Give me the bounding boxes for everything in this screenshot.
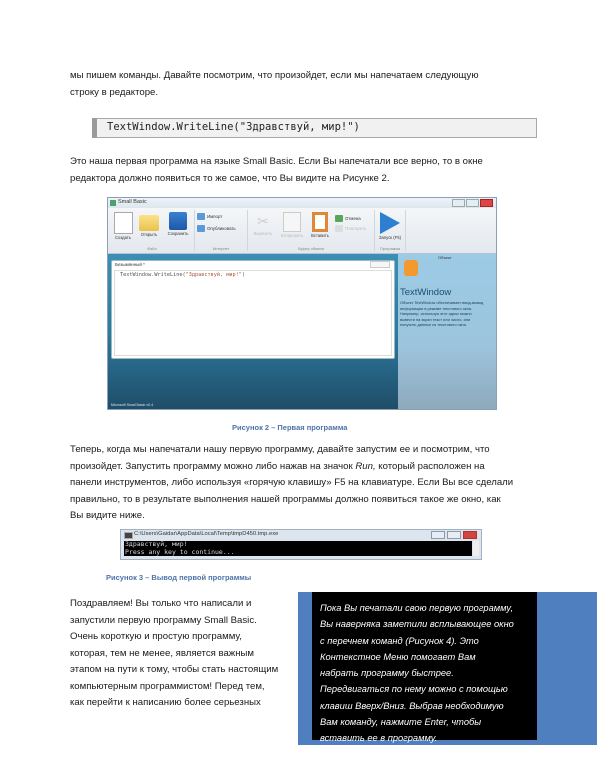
window-controls (452, 199, 493, 207)
help-description: Объект TextWindow обеспечивает ввод-вывод информации в режиме текстового окна. Например, используя этот идекс можно вывести на экран текст или число, или получить данные из текстового окна. (400, 300, 484, 328)
editor-tab-title: Безымянный * (115, 262, 145, 267)
floppy-disk-icon (169, 212, 187, 230)
code-sample-text: TextWindow.WriteLine("Здравствуй, мир!") (107, 121, 360, 133)
ribbon-group-program: Запуск (F5) Программа (375, 210, 406, 251)
text-line: редактора должно появиться то же самое, что Вы видите на Рисунке 2. (70, 172, 390, 184)
help-panel (398, 254, 496, 409)
paragraph-run-program (70, 442, 513, 525)
console-line: Здравствуй, мир! (125, 540, 188, 548)
maximize-icon (466, 199, 479, 207)
new-file-icon (114, 212, 133, 234)
ribbon-toolbar (108, 208, 496, 254)
tip-callout-inner (312, 592, 537, 744)
publish-button: Опубликовать (197, 225, 236, 232)
editor-code-line: TextWindow.WriteLine("Здравствуй, мир!") (120, 272, 245, 278)
copy-button: Копировать (278, 212, 306, 238)
paste-button: Вставить (308, 212, 332, 238)
figure-3-caption: Рисунок 3 – Вывод первой программы (106, 573, 252, 582)
clipboard-icon (312, 212, 328, 232)
console-window-controls (431, 531, 477, 539)
play-icon (380, 212, 400, 234)
globe-folder-icon (197, 213, 205, 220)
text-line: произойдет. Запустить программу можно либо нажав на значок Run, который расположен на (70, 460, 485, 472)
tip-callout-text: Пока Вы печатали свою первую программу, Вы наверняка заметили всплывающее окно с перечнем команд (Рисунок 4). Это Контекстное Меню помогает Вам набрать программу быстрее. Передвигаться по нему можно с помощью клавиш Вверх/Вниз. Выбрав необходимую Вам команду, нажмите Enter, чтобы вставить ее в программу. (320, 603, 514, 744)
minimize-icon (431, 531, 445, 539)
undo-button: Отмена (335, 215, 361, 222)
import-button: Импорт (197, 213, 222, 220)
redo-icon (335, 225, 343, 232)
redo-button: Повторить (335, 225, 366, 232)
text-line: запустили первую программу Small Basic. (70, 614, 257, 626)
code-area (114, 270, 392, 356)
ribbon-group-web: Импорт Опубликовать Интернет (195, 210, 248, 251)
close-icon (463, 531, 477, 539)
save-button: Сохранить (164, 212, 192, 236)
small-basic-window-screenshot (107, 197, 497, 410)
version-label: Microsoft Small Basic v0.4 (111, 403, 154, 407)
text-line: мы пишем команды. Давайте посмотрим, что произойдет, если мы напечатаем следующую (70, 70, 479, 81)
globe-disk-icon (197, 225, 205, 232)
console-window-screenshot (120, 529, 482, 560)
ribbon-group-file: Создать Открыть Сохранить Файл (110, 210, 195, 251)
window-titlebar (108, 198, 496, 208)
code-editor-panel (111, 260, 395, 359)
code-sample-block (92, 118, 537, 138)
cut-button: ✂ Вырезать (253, 213, 273, 236)
window-title: Small Basic (118, 199, 147, 205)
minimize-icon (452, 199, 465, 207)
console-scrollbar (473, 541, 479, 556)
help-title: TextWindow (400, 287, 452, 298)
editor-window-button (370, 261, 390, 268)
text-line: Поздравляем! Вы только что написали и (70, 598, 252, 609)
console-title: C:\Users\Gaidar\AppData\Local\Temp\tmpD450.tmp.exe (134, 531, 279, 537)
text-line: которая, тем не менее, является важным (70, 647, 255, 659)
text-line: Очень короткую и простую программу, (70, 631, 242, 642)
maximize-icon (447, 531, 461, 539)
undo-icon (335, 215, 343, 222)
tip-callout-box (298, 592, 597, 745)
paragraph-first-program (70, 154, 483, 187)
ribbon-group-clipboard: ✂ Вырезать Копировать Вставить Отмена Повторить Буфер обмена (248, 210, 375, 251)
text-line: как перейти к написанию более серьезных (70, 697, 261, 708)
help-label: Объект (438, 255, 452, 260)
text-line: Вы видите ниже. (70, 510, 145, 521)
copy-icon (283, 212, 301, 232)
text-line: Теперь, когда мы напечатали нашу первую программу, давайте запустим ее и посмотрим, что (70, 444, 490, 455)
console-output (124, 541, 472, 556)
small-basic-app-icon (110, 200, 116, 206)
text-line: правильно, то в результате выполнения нашей программы должно появиться такое же окно, как (70, 493, 501, 505)
object-cube-icon (404, 260, 418, 276)
new-button: Создать (113, 212, 133, 240)
editor-workspace (108, 254, 398, 409)
close-icon (480, 199, 493, 207)
console-app-icon (124, 532, 133, 539)
text-line: Это наша первая программа на языке Small Basic. Если Вы напечатали все верно, то в окне (70, 156, 483, 167)
open-button: Открыть (137, 212, 161, 237)
run-button: Запуск (F5) (377, 212, 403, 240)
text-line: панели инструментов, либо используя «горячую клавишу» F5 на клавиатуре. Если Вы все сделали (70, 477, 514, 488)
paragraph-intro (70, 68, 479, 101)
console-line: Press any key to continue... (125, 547, 235, 556)
text-line: строку в редакторе. (70, 86, 159, 98)
figure-2-caption: Рисунок 2 – Первая программа (232, 423, 348, 432)
text-line: компьютерным программистом! Перед тем, (70, 680, 265, 692)
paragraph-congratulations (70, 596, 278, 712)
folder-icon (139, 215, 159, 231)
scissors-icon: ✂ (257, 213, 269, 229)
text-line: этапом на пути к тому, чтобы стать настоящим (70, 664, 279, 675)
